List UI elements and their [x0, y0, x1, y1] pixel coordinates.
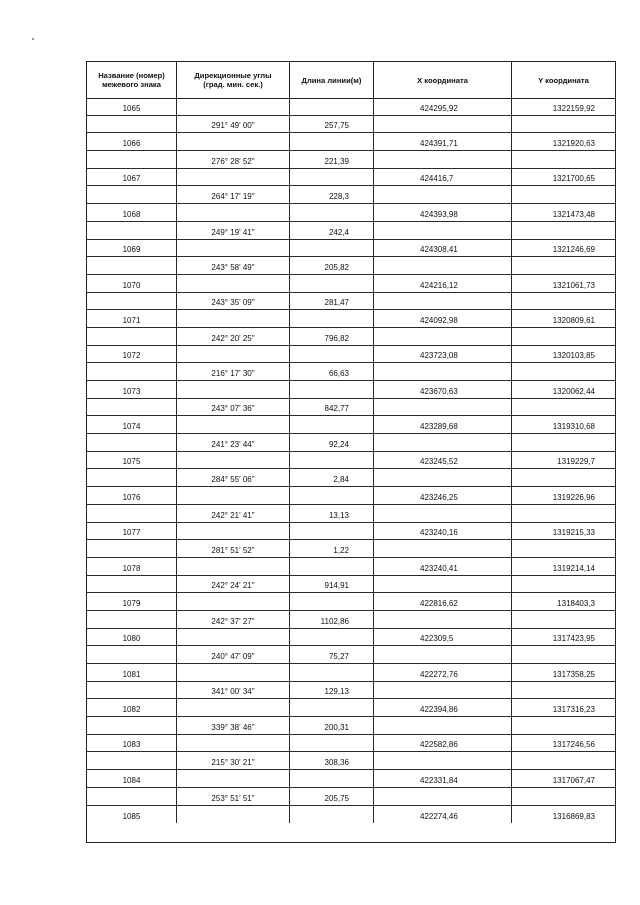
direction-angle: 284° 55' 06": [177, 469, 290, 486]
empty-cell: [87, 293, 177, 310]
line-length: 228,3: [290, 186, 374, 203]
point-row: [87, 452, 615, 470]
y-coordinate: 1319215,33: [552, 528, 595, 538]
point-row: [87, 98, 615, 116]
point-row: [87, 558, 615, 576]
empty-cell: [177, 240, 290, 257]
empty-cell: [512, 611, 615, 628]
y-coordinate: 1321473,48: [552, 209, 595, 219]
segment-row: [87, 788, 615, 806]
x-coordinate: 422274,46: [374, 806, 512, 824]
y-coordinate: 1319229,7: [557, 457, 595, 467]
y-coordinate: 1317316,23: [552, 705, 595, 715]
point-row: [87, 381, 615, 399]
empty-cell: [290, 593, 374, 610]
empty-cell: [177, 735, 290, 752]
empty-cell: [512, 293, 615, 310]
empty-cell: [290, 346, 374, 363]
point-name: 1074: [87, 416, 177, 433]
header-line-length: Длина линии(м): [290, 62, 374, 98]
point-row: [87, 735, 615, 753]
point-name: 1075: [87, 452, 177, 469]
empty-cell: [290, 735, 374, 752]
point-row: [87, 487, 615, 505]
point-row: [87, 240, 615, 258]
line-length: 842,77: [290, 399, 374, 416]
empty-cell: [87, 186, 177, 203]
empty-cell: [374, 328, 512, 345]
direction-angle: 242° 21' 41": [177, 505, 290, 522]
empty-cell: [290, 169, 374, 186]
header-point-name: Название (номер) межевого знака: [87, 62, 177, 98]
line-length: 75,27: [290, 646, 374, 663]
empty-cell: [290, 240, 374, 257]
empty-cell: [374, 717, 512, 734]
empty-cell: [177, 275, 290, 292]
empty-cell: [290, 664, 374, 681]
x-coordinate: 422331,84: [374, 770, 512, 787]
empty-cell: [87, 399, 177, 416]
empty-cell: [87, 469, 177, 486]
y-coordinate: 1321920,63: [552, 139, 595, 149]
empty-cell: [87, 611, 177, 628]
point-name: 1066: [87, 133, 177, 150]
direction-angle: 243° 35' 09": [177, 293, 290, 310]
empty-cell: [87, 257, 177, 274]
boundary-points-table: [86, 61, 616, 843]
table-header: [87, 62, 615, 99]
point-name: 1076: [87, 487, 177, 504]
segment-row: [87, 469, 615, 487]
line-length: 129,13: [290, 682, 374, 699]
empty-cell: [374, 363, 512, 380]
x-coordinate: 422272,76: [374, 664, 512, 681]
point-name: 1072: [87, 346, 177, 363]
empty-cell: [290, 416, 374, 433]
empty-cell: [290, 204, 374, 221]
direction-angle: 243° 07' 36": [177, 399, 290, 416]
empty-cell: [87, 363, 177, 380]
point-name: 1070: [87, 275, 177, 292]
point-row: [87, 169, 615, 187]
segment-row: [87, 611, 615, 629]
line-length: 13,13: [290, 505, 374, 522]
segment-row: [87, 151, 615, 169]
x-coordinate: 424092,98: [374, 310, 512, 327]
point-name: 1071: [87, 310, 177, 327]
empty-cell: [374, 682, 512, 699]
x-coordinate: 423245,52: [374, 452, 512, 469]
segment-row: [87, 540, 615, 558]
empty-cell: [87, 222, 177, 239]
empty-cell: [374, 151, 512, 168]
x-coordinate: 422309,5: [374, 629, 512, 646]
empty-cell: [87, 576, 177, 593]
empty-cell: [374, 788, 512, 805]
direction-angle: 339° 38' 46": [177, 717, 290, 734]
direction-angle: 264° 17' 19": [177, 186, 290, 203]
direction-angle: 240° 47' 09": [177, 646, 290, 663]
point-name: 1065: [87, 98, 177, 115]
segment-row: [87, 293, 615, 311]
empty-cell: [374, 646, 512, 663]
empty-cell: [177, 310, 290, 327]
line-length: 914,91: [290, 576, 374, 593]
x-coordinate: 424391,71: [374, 133, 512, 150]
empty-cell: [512, 646, 615, 663]
empty-cell: [512, 222, 615, 239]
empty-cell: [512, 788, 615, 805]
empty-cell: [512, 151, 615, 168]
segment-row: [87, 399, 615, 417]
direction-angle: 276° 28' 52": [177, 151, 290, 168]
point-name: 1083: [87, 735, 177, 752]
empty-cell: [87, 328, 177, 345]
point-row: [87, 275, 615, 293]
empty-cell: [87, 434, 177, 451]
line-length: 1,22: [290, 540, 374, 557]
segment-row: [87, 116, 615, 134]
empty-cell: [512, 576, 615, 593]
point-row: [87, 770, 615, 788]
empty-cell: [374, 257, 512, 274]
x-coordinate: 422394,86: [374, 699, 512, 716]
empty-cell: [177, 452, 290, 469]
point-row: [87, 416, 615, 434]
empty-cell: [290, 275, 374, 292]
line-length: 2,84: [290, 469, 374, 486]
empty-cell: [512, 399, 615, 416]
line-length: 1102,86: [290, 611, 374, 628]
point-row: [87, 629, 615, 647]
header-x-coordinate: X координата: [374, 62, 512, 98]
direction-angle: 291° 49' 00": [177, 116, 290, 133]
empty-cell: [374, 611, 512, 628]
y-coordinate: 1321700,65: [552, 174, 595, 184]
empty-cell: [177, 664, 290, 681]
empty-cell: [290, 381, 374, 398]
segment-row: [87, 257, 615, 275]
empty-cell: [374, 505, 512, 522]
direction-angle: 242° 20' 25": [177, 328, 290, 345]
line-length: 66,63: [290, 363, 374, 380]
empty-cell: [177, 416, 290, 433]
line-length: 308,36: [290, 752, 374, 769]
point-name: 1073: [87, 381, 177, 398]
empty-cell: [87, 752, 177, 769]
direction-angle: 215° 30' 21": [177, 752, 290, 769]
x-coordinate: 423246,25: [374, 487, 512, 504]
empty-cell: [374, 222, 512, 239]
segment-row: [87, 752, 615, 770]
empty-cell: [512, 752, 615, 769]
x-coordinate: 424308,41: [374, 240, 512, 257]
empty-cell: [177, 98, 290, 115]
line-length: 205,75: [290, 788, 374, 805]
x-coordinate: 424416,7: [374, 169, 512, 186]
segment-row: [87, 222, 615, 240]
empty-cell: [512, 363, 615, 380]
empty-cell: [290, 699, 374, 716]
empty-cell: [87, 116, 177, 133]
y-coordinate: 1320062,44: [552, 386, 595, 396]
segment-row: [87, 434, 615, 452]
empty-cell: [87, 151, 177, 168]
y-coordinate: 1319226,96: [552, 492, 595, 502]
point-row: [87, 346, 615, 364]
empty-cell: [374, 576, 512, 593]
empty-cell: [87, 540, 177, 557]
empty-cell: [374, 469, 512, 486]
empty-cell: [374, 752, 512, 769]
empty-cell: [87, 788, 177, 805]
line-length: 205,82: [290, 257, 374, 274]
segment-row: [87, 646, 615, 664]
direction-angle: 242° 24' 21": [177, 576, 290, 593]
point-row: [87, 664, 615, 682]
line-length: 257,75: [290, 116, 374, 133]
empty-cell: [374, 293, 512, 310]
point-name: 1081: [87, 664, 177, 681]
empty-cell: [177, 699, 290, 716]
point-name: 1078: [87, 558, 177, 575]
empty-cell: [87, 682, 177, 699]
y-coordinate: 1321061,73: [552, 280, 595, 290]
point-name: 1067: [87, 169, 177, 186]
x-coordinate: 424295,92: [374, 98, 512, 115]
empty-cell: [290, 452, 374, 469]
empty-cell: [177, 523, 290, 540]
x-coordinate: 423289,68: [374, 416, 512, 433]
direction-angle: 241° 23' 44": [177, 434, 290, 451]
point-name: 1079: [87, 593, 177, 610]
point-row: [87, 204, 615, 222]
x-coordinate: 422582,86: [374, 735, 512, 752]
segment-row: [87, 186, 615, 204]
empty-cell: [290, 523, 374, 540]
direction-angle: 249° 19' 41": [177, 222, 290, 239]
segment-row: [87, 576, 615, 594]
line-length: 281,47: [290, 293, 374, 310]
segment-row: [87, 328, 615, 346]
empty-cell: [374, 116, 512, 133]
y-coordinate: 1317246,56: [552, 740, 595, 750]
empty-cell: [290, 98, 374, 115]
segment-row: [87, 717, 615, 735]
direction-angle: 216° 17' 30": [177, 363, 290, 380]
empty-cell: [87, 646, 177, 663]
point-row: [87, 699, 615, 717]
empty-cell: [177, 169, 290, 186]
header-direction-angles: Дирекционные углы (град. мин. сек.): [177, 62, 290, 98]
segment-row: [87, 505, 615, 523]
empty-cell: [512, 328, 615, 345]
point-name: 1082: [87, 699, 177, 716]
x-coordinate: 423670,63: [374, 381, 512, 398]
y-coordinate: 1321246,69: [552, 245, 595, 255]
empty-cell: [290, 310, 374, 327]
empty-cell: [177, 487, 290, 504]
y-coordinate: 1319214,14: [552, 563, 595, 573]
empty-cell: [290, 770, 374, 787]
point-name: 1077: [87, 523, 177, 540]
y-coordinate: 1317358,25: [552, 669, 595, 679]
line-length: 242,4: [290, 222, 374, 239]
point-row: [87, 133, 615, 151]
point-name: 1084: [87, 770, 177, 787]
y-coordinate: 1317067,47: [552, 775, 595, 785]
direction-angle: 253° 51' 51": [177, 788, 290, 805]
x-coordinate: 423240,41: [374, 558, 512, 575]
x-coordinate: 423240,16: [374, 523, 512, 540]
empty-cell: [290, 806, 374, 824]
empty-cell: [290, 133, 374, 150]
empty-cell: [177, 133, 290, 150]
direction-angle: 242° 37' 27": [177, 611, 290, 628]
point-row: [87, 806, 615, 824]
empty-cell: [177, 346, 290, 363]
direction-angle: 243° 58' 49": [177, 257, 290, 274]
empty-cell: [512, 116, 615, 133]
line-length: 221,39: [290, 151, 374, 168]
table-body: [87, 98, 615, 823]
empty-cell: [177, 381, 290, 398]
point-row: [87, 310, 615, 328]
empty-cell: [177, 593, 290, 610]
direction-angle: 281° 51' 52": [177, 540, 290, 557]
empty-cell: [177, 629, 290, 646]
empty-cell: [512, 434, 615, 451]
line-length: 92,24: [290, 434, 374, 451]
empty-cell: [374, 434, 512, 451]
empty-cell: [177, 204, 290, 221]
empty-cell: [177, 558, 290, 575]
x-coordinate: 422816,62: [374, 593, 512, 610]
empty-cell: [177, 770, 290, 787]
x-coordinate: 424216,12: [374, 275, 512, 292]
empty-cell: [512, 505, 615, 522]
point-row: [87, 593, 615, 611]
empty-cell: [290, 487, 374, 504]
line-length: 796,82: [290, 328, 374, 345]
empty-cell: [374, 186, 512, 203]
y-coordinate: 1320809,61: [552, 315, 595, 325]
empty-cell: [87, 717, 177, 734]
x-coordinate: 424393,98: [374, 204, 512, 221]
empty-cell: [374, 540, 512, 557]
y-coordinate: 1322159,92: [552, 103, 595, 113]
point-row: [87, 523, 615, 541]
y-coordinate: 1316869,83: [552, 812, 595, 822]
empty-cell: [512, 469, 615, 486]
point-name: 1080: [87, 629, 177, 646]
empty-cell: [512, 257, 615, 274]
empty-cell: [290, 558, 374, 575]
empty-cell: [512, 682, 615, 699]
point-name: 1068: [87, 204, 177, 221]
empty-cell: [512, 186, 615, 203]
empty-cell: [512, 540, 615, 557]
header-y-coordinate: Y координата: [538, 75, 589, 85]
segment-row: [87, 363, 615, 381]
y-coordinate: 1320103,85: [552, 351, 595, 361]
empty-cell: [374, 399, 512, 416]
empty-cell: [87, 505, 177, 522]
empty-cell: [290, 629, 374, 646]
line-length: 200,31: [290, 717, 374, 734]
direction-angle: 341° 00' 34": [177, 682, 290, 699]
x-coordinate: 423723,08: [374, 346, 512, 363]
empty-cell: [177, 806, 290, 824]
point-name: 1085: [87, 806, 177, 824]
segment-row: [87, 682, 615, 700]
empty-cell: [512, 717, 615, 734]
y-coordinate: 1317423,95: [552, 634, 595, 644]
y-coordinate: 1318403,3: [557, 598, 595, 608]
point-name: 1069: [87, 240, 177, 257]
scan-speck: [32, 38, 34, 40]
y-coordinate: 1319310,68: [552, 422, 595, 432]
